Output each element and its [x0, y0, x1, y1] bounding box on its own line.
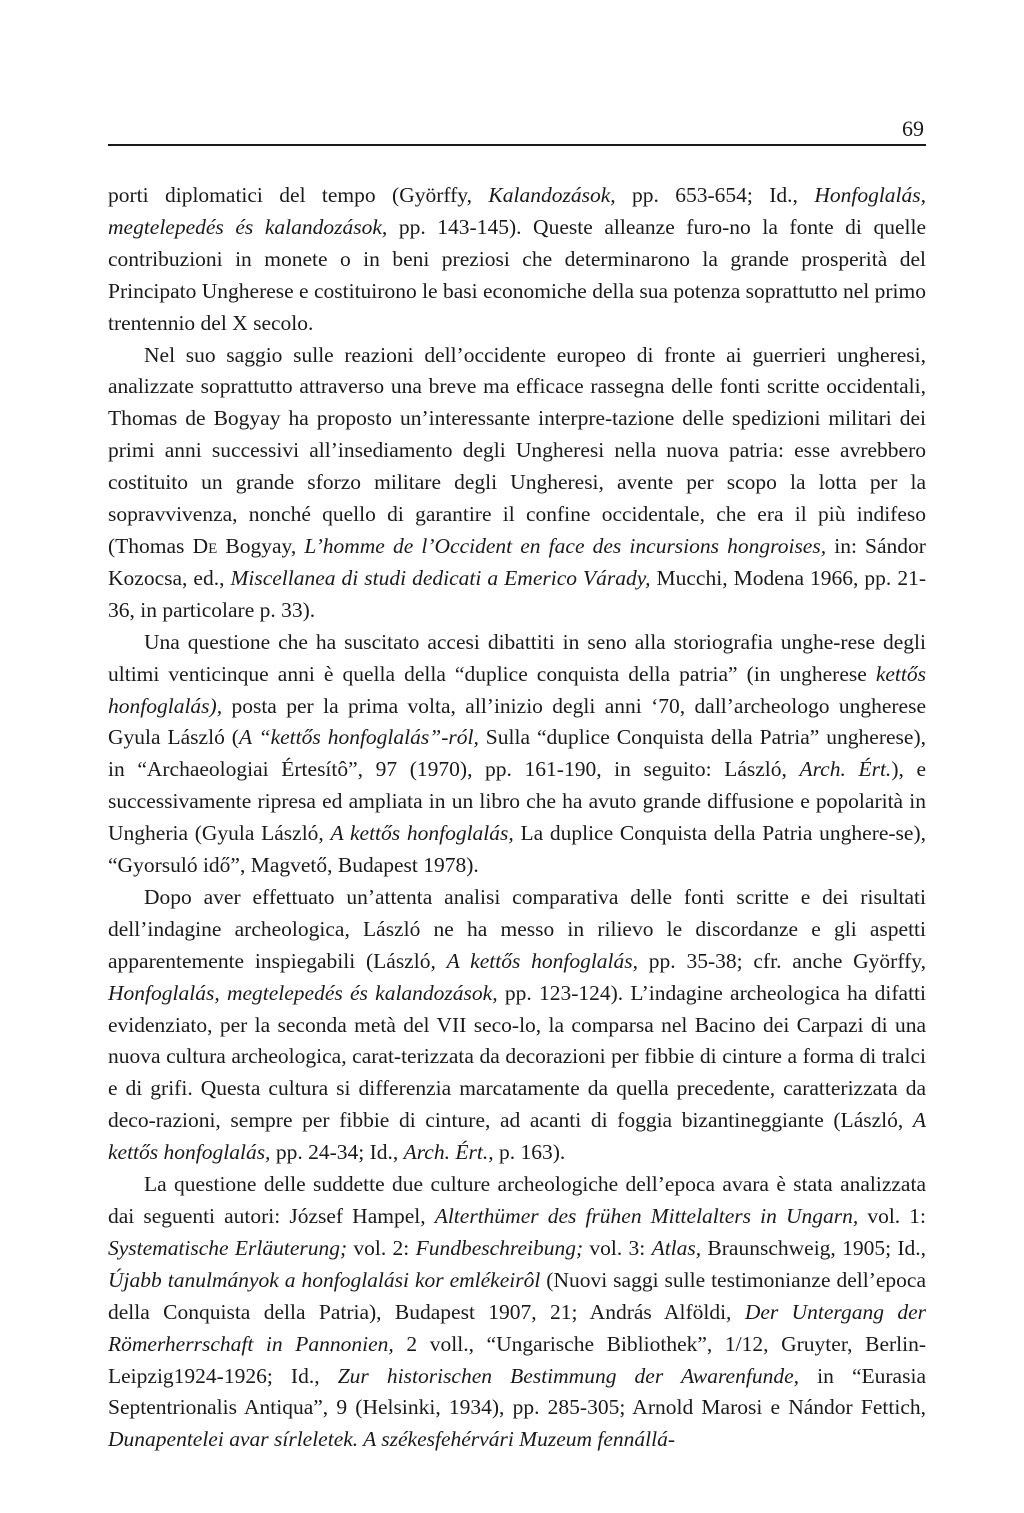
italic-run: A kettős honfoglalás,	[108, 1108, 926, 1165]
italic-run: Honfoglalás, megtelepedés és kalandozások,	[108, 183, 927, 239]
italic-run: Arch. Ért.	[799, 757, 892, 782]
italic-run: Dunapentelei avar sírleletek. A székesfehérvári Muzeum fennállá-	[108, 1427, 676, 1452]
text-run: (Nuovi saggi sulle testimonianze dell’epoca della Conquista della Patria), Budapest 1907, 21; András Alföldi,	[108, 1267, 926, 1324]
italic-run: A kettős honfoglalás,	[330, 821, 514, 846]
text-run: La questione delle suddette due culture archeologiche dell’epoca avara è stata analizzata dai seguenti autori: József Hampel,	[108, 1172, 926, 1228]
text-run: Dopo aver effettuato un’attenta analisi comparativa delle fonti scritte e dei risultati dell’indagine archeologica, László ne ha messo in rilievo le discordanze e gli aspetti apparentemente inspiegabili (László,	[108, 884, 926, 973]
text-run: vol. 1:	[858, 1204, 926, 1228]
text-run: pp. 123-124). L’indagine archeologica ha difatti evidenziato, per la seconda metà del VII seco-lo, la comparsa nel Bacino dei Carpazi di una nuova cultura archeologica, carat-terizzata da decorazioni per fibbie di cinture a forma di tralci e di grifi. Questa cultura si differenzia marcatamente da quella precedente, caratterizzata da deco-razioni, sempre per fibbie di cinture, ad acanti di foggia bizantineggiante (László,	[108, 980, 926, 1133]
book-page	[108, 110, 926, 1456]
italic-run: A kettős honfoglalás,	[446, 948, 639, 973]
text-run: Nel suo saggio sulle reazioni dell’occidente europeo di fronte ai guerrieri ungheresi, analizzate soprattutto attraverso una breve ma efficace rassegna delle fonti scritte occidentali, Thomas de Bogyay ha proposto un’interessante interpre-tazione delle spedizioni militari dei primi anni successivi all’insediamento degli Ungheresi nella nuova patria: esse avrebbero costituito un grande sforzo militare degli Ungheresi, avente per scopo la lotta per la sopravvivenza, nonché quello di garantire il confine occidentale, che era il più indifeso (Thomas	[108, 342, 926, 558]
italic-run: Újabb tanulmányok a honfoglalási kor emlékeirôl	[108, 1267, 541, 1292]
text-run: De	[192, 533, 218, 558]
text-run: vol. 2:	[347, 1235, 416, 1260]
italic-run: A “kettős honfoglalás”-ról,	[238, 725, 479, 750]
italic-run: Fundbeschreibung;	[415, 1235, 584, 1260]
italic-run: Der Untergang der Römerherrschaft in Pannonien,	[108, 1299, 927, 1356]
italic-run: Zur historischen Bestimmung der Awarenfunde,	[337, 1363, 799, 1388]
text-run: pp. 24-34; Id.,	[270, 1140, 404, 1165]
italic-run: Kalandozások,	[488, 183, 616, 207]
paragraph	[108, 340, 926, 627]
italic-run: kettős honfoglalás),	[108, 661, 926, 718]
italic-run: Honfoglalás, megtelepedés és kalandozások,	[108, 980, 498, 1005]
paragraph	[108, 1169, 926, 1456]
text-run: ), e successivamente ripresa ed ampliata in un libro che ha avuto grande diffusione e popolarità in Ungheria (Gyula László,	[108, 757, 926, 846]
body-text	[108, 180, 926, 1456]
paragraph	[108, 180, 926, 340]
text-run: in “Eurasia Septentrionalis Antiqua”, 9 (Helsinki, 1934), pp. 285-305; Arnold Marosi e Nándor Fettich,	[108, 1363, 926, 1420]
page-number: 69	[902, 116, 924, 141]
text-run: 2 voll., “Ungarische Bibliothek”, 1/12, Gruyter, Berlin-Leipzig1924-1926; Id.,	[108, 1331, 926, 1388]
text-run: pp. 653-654; Id.,	[615, 183, 815, 207]
italic-run: Arch. Ért.,	[403, 1140, 494, 1165]
italic-run: Miscellanea di studi dedicati a Emerico Várady,	[230, 565, 651, 590]
text-run: vol. 3:	[583, 1235, 652, 1260]
text-run: posta per la prima volta, all’inizio degli anni ‘70, dall’archeologo ungherese Gyula László (	[108, 693, 926, 750]
text-run: porti diplomatici del tempo (Györffy,	[108, 183, 489, 207]
page-header	[108, 110, 926, 146]
text-run: pp. 143-145). Queste alleanze furo-no la fonte di quelle contribuzioni in monete o in beni preziosi che determinarono la grande prosperità del Principato Ungherese e costituirono le basi economiche della sua potenza soprattutto nel primo trentennio del X secolo.	[108, 214, 927, 335]
text-run: Sulla “duplice Conquista della Patria” ungherese), in “Archaeologiai Értesítô”, 97 (1970), pp. 161-190, in seguito: László,	[108, 725, 926, 782]
italic-run: Atlas,	[651, 1235, 702, 1260]
text-run: Bogyay,	[217, 533, 305, 558]
text-run: p. 163).	[493, 1140, 566, 1165]
text-run: Mucchi, Modena 1966, pp. 21-36, in particolare p. 33).	[108, 565, 926, 622]
text-run: in: Sándor Kozocsa, ed.,	[108, 533, 926, 590]
italic-run: L’homme de l’Occident en face des incursions hongroises,	[304, 533, 827, 558]
italic-run: Alterthümer des frühen Mittelalters in Ungarn,	[434, 1204, 859, 1228]
text-run: Una questione che ha suscitato accesi dibattiti in seno alla storiografia unghe-rese degli ultimi venticinque anni è quella della “duplice conquista della patria” (in ungherese	[108, 629, 926, 686]
text-run: Braunschweig, 1905; Id.,	[701, 1235, 926, 1260]
text-run: La duplice Conquista della Patria unghere-se), “Gyorsuló idő”, Magvető, Budapest 1978).	[108, 821, 927, 878]
header-rule	[108, 144, 926, 146]
italic-run: Systematische Erläuterung;	[108, 1235, 348, 1260]
paragraph	[108, 627, 926, 882]
text-run: pp. 35-38; cfr. anche Györffy,	[638, 948, 926, 973]
paragraph	[108, 882, 926, 1169]
